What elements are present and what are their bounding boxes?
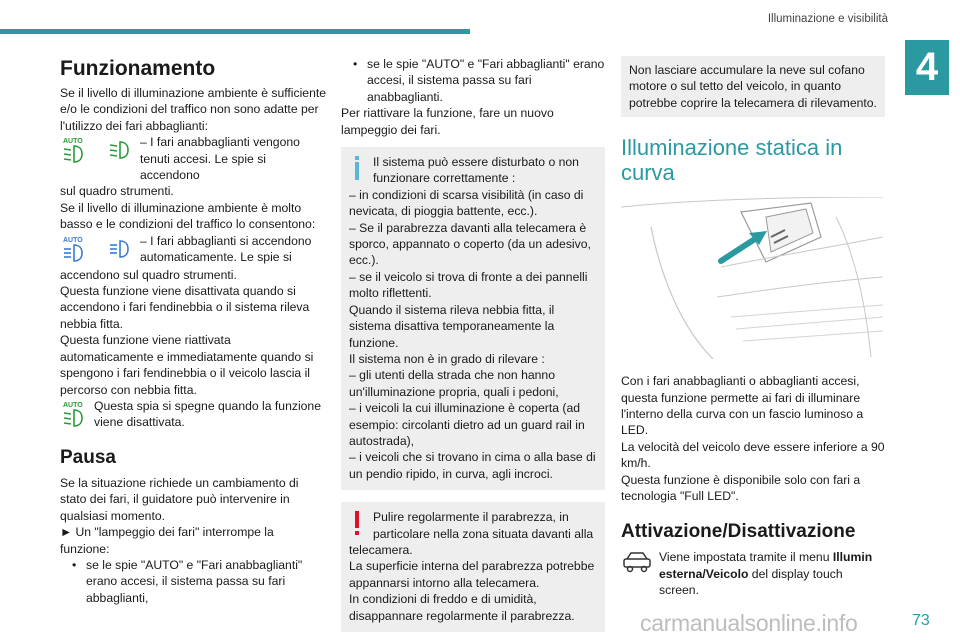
car-settings-icon (621, 549, 659, 579)
icon-row-text: – I fari anabbaglianti vengono tenuti accesi. Le spie si accendono (140, 135, 300, 183)
column-3 (621, 56, 885, 599)
icon-row-text: – I fari abbaglianti si accendono automaticamente. Le spie si (140, 233, 312, 265)
paragraph: Se la situazione richiede un cambiamento di stato dei fari, il guidatore può intervenire in qualsiasi momento. (60, 475, 299, 523)
icon-row (60, 233, 326, 267)
column-2 (341, 56, 605, 632)
info-note: Il sistema può essere disturbato o non funzionare correttamente : – in condizioni di scarsa visibilità (in caso di nevicata, di pioggia battente, ecc.). – Se il parabrezza davanti alla telecamera è sporco, appannato o coperto (da un adesivo, ecc.). – se il veicolo si trova di fronte a dei pannelli molto riflettenti. Quando il sistema rileva nebbia fitta, il sistema disattiva temporaneamente la funzione. Il sistema non è in grado di rilevare : – gli utenti della strada che non hanno un'illuminazione propria, quali i pedoni, – i veicoli la cui illuminazione è coperta (ad esempio: circolanti dietro ad un guard rail in autostrada), – i veicoli che si trovano in cima o alla base di un pendio ripido, in curva, agli incroci. (341, 147, 605, 490)
bullet-item: • se le spie "AUTO" e "Fari anabbaglianti" erano accesi, il sistema passa su fari abbaglianti, (72, 557, 303, 605)
paragraph: Questa funzione è disponibile solo con fari a tecnologia "Full LED". (621, 472, 861, 504)
paragraph: Per riattivare la funzione, fare un nuovo lampeggio dei fari. (341, 106, 554, 137)
watermark: carmanualsonline.info (640, 610, 858, 636)
paragraph: Se il livello di illuminazione ambiente è sufficiente e/o le condizioni del traffico non sono adatte per l'utilizzo dei fari abbaglianti: (60, 86, 327, 133)
icon-row (60, 134, 326, 183)
paragraph: Con i fari anabbaglianti o abbaglianti accesi, questa funzione permette ai fari di illuminare l'interno della curva con un fascio luminoso a LED. (621, 374, 864, 438)
info-icon (349, 154, 373, 184)
page-number: 73 (912, 612, 930, 629)
paragraph: Se il livello di illuminazione ambiente è molto basso e le condizioni del traffico lo consentono: (60, 200, 316, 232)
auto-low-beam-icon (60, 134, 100, 168)
svg-text:AUTO: AUTO (63, 138, 83, 146)
paragraph: sul quadro strumenti. (60, 184, 174, 199)
chapter-number: 4 (905, 40, 949, 95)
paragraph: Questa funzione viene disattivata quando si accendono i fari fendinebbia o il sistema rileva nebbia fitta. (60, 284, 310, 331)
heading-pausa: Pausa (60, 446, 116, 468)
heading-illuminazione-statica: Illuminazione statica in curva (621, 135, 843, 186)
low-beam-icon (100, 134, 140, 168)
auto-high-beam-icon (60, 233, 100, 267)
svg-text:AUTO: AUTO (63, 401, 83, 409)
column-1 (60, 56, 326, 606)
auto-lighting-icon (60, 398, 94, 432)
high-beam-icon (100, 233, 140, 267)
icon-row (60, 398, 326, 432)
header-accent-bar (0, 29, 470, 34)
snow-note: Non lasciare accumulare la neve sul cofano motore o sul tetto del veicolo, in quanto potrebbe coprire la telecamera di rilevamento. (621, 56, 885, 117)
paragraph: La velocità del veicolo deve essere inferiore a 90 km/h. (621, 439, 885, 471)
svg-text:AUTO: AUTO (63, 236, 83, 244)
icon-row (621, 549, 885, 598)
paragraph: accendono sul quadro strumenti. (60, 267, 237, 282)
paragraph: ► Un "lampeggio dei fari" interrompe la funzione: (60, 525, 274, 556)
heading-attivazione: Attivazione/Disattivazione (621, 521, 856, 543)
headlight-illustration (621, 197, 883, 359)
section-title: Illuminazione e visibilità (767, 13, 888, 25)
icon-row-text: Questa spia si spegne quando la funzione viene disattivata. (94, 398, 321, 430)
paragraph: Questa funzione viene riattivata automaticamente e immediatamente quando si spengono i fari fendinebbia o il veicolo lascia il percorso con nebbia fitta. (60, 333, 314, 397)
bullet-item: • se le spie "AUTO" e "Fari abbaglianti" erano accesi, il sistema passa su fari anabbaglianti. (353, 57, 605, 104)
icon-row-text: Viene impostata tramite il menu Illumin esterna/Veicolo del display touch screen. (659, 550, 873, 598)
heading-funzionamento: Funzionamento (60, 57, 216, 80)
warning-note: Pulire regolarmente il parabrezza, in particolare nella zona situata davanti alla telecamera. La superficie interna del parabrezza potrebbe appannarsi intorno alla telecamera. In condizioni di freddo e di umidità, disappannare regolarmente il parabrezza. (341, 502, 605, 632)
warning-icon (349, 509, 373, 539)
